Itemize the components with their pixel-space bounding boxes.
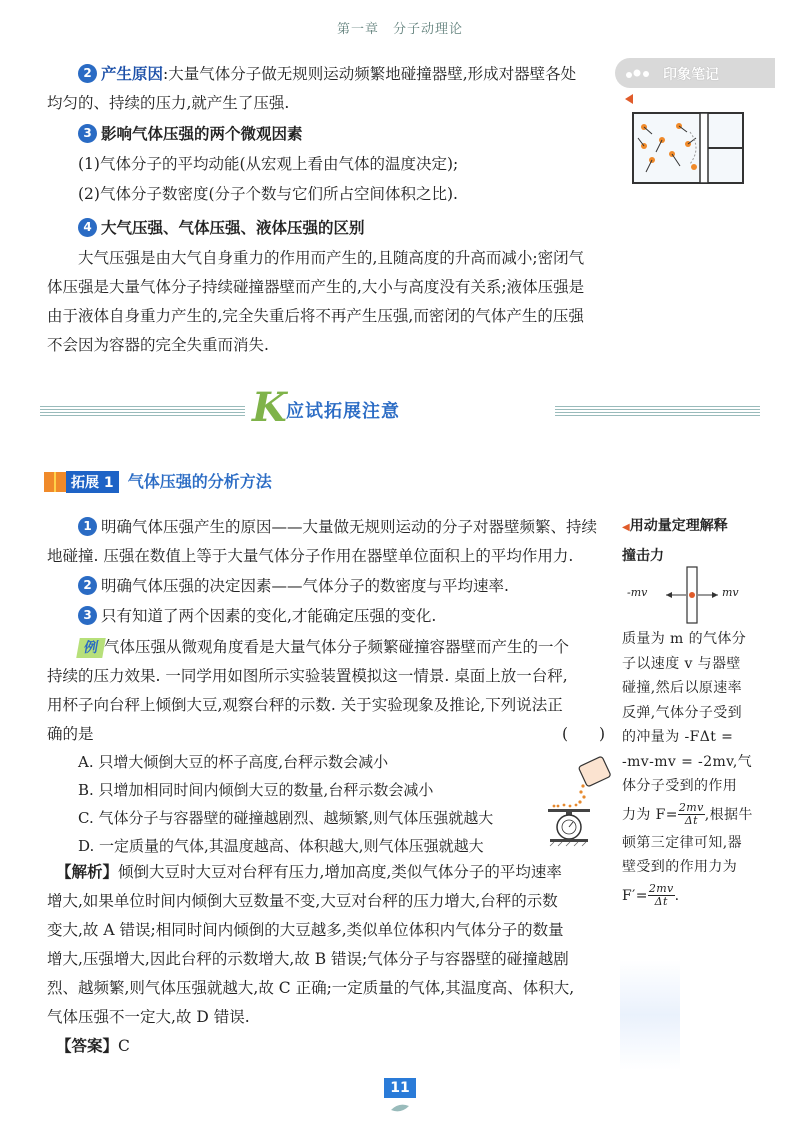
side-line: 的冲量为 -FΔt = [622, 729, 734, 745]
scale-experiment-illustration [538, 752, 616, 848]
section-title: 影响气体压强的两个微观因素 [101, 125, 303, 143]
analysis-line [56, 858, 616, 887]
right-momentum-label: mv [722, 586, 739, 599]
banner-divider-left [40, 406, 245, 418]
decorative-glow [620, 960, 680, 1070]
page-header [0, 0, 800, 46]
force-formula-line [622, 799, 787, 831]
side-line: -mv-mv = -2mv,气 [622, 753, 753, 770]
number-badge: 3 [78, 124, 97, 143]
side-note-body [622, 627, 787, 912]
final-fraction [648, 883, 675, 908]
book-icon [44, 472, 66, 492]
analysis-line: 气体压强不一定大,故 D 错误. [47, 1008, 250, 1026]
extension-badge: 拓展 1 [66, 471, 119, 493]
answer-label: 【答案】 [56, 1037, 119, 1055]
option-c[interactable]: C. 气体分子与容器壁的碰撞越剧烈、越频繁,则气体压强就越大 [78, 809, 494, 827]
point-3 [78, 602, 618, 631]
answer-value: C [118, 1037, 130, 1055]
section-factors [78, 120, 618, 149]
section-cause [78, 60, 618, 89]
force-fraction [678, 802, 705, 827]
final-suffix: . [674, 887, 680, 904]
number-badge: 4 [78, 218, 97, 237]
analysis-line: 烈、越频繁,则气体压强就越大,故 C 正确;一定质量的气体,其温度高、体积大, [47, 979, 575, 997]
final-formula-line [622, 880, 787, 912]
number-badge: 3 [78, 606, 97, 625]
option-a[interactable]: A. 只增大倾倒大豆的杯子高度,台秤示数会减小 [78, 753, 389, 771]
section-title: 产生原因 [101, 65, 164, 83]
paragraph-line: 由于液体自身重力产生的,完全失重后将不再产生压强,而密闭的气体产生的压强 [47, 307, 584, 325]
page-number: 11 [384, 1078, 416, 1098]
fraction-denominator: Δt [684, 814, 698, 827]
point-text: 明确气体压强产生的原因——大量做无规则运动的分子对器壁频繁、持续 [101, 518, 598, 536]
side-line: 体分子受到的作用 [622, 778, 738, 794]
force-suffix: ,根据牛 [704, 806, 753, 823]
number-badge: 2 [78, 64, 97, 83]
analysis-line: 增大,如果单位时间内倾倒大豆数量不变,大豆对台秤的压力增大,台秤的示数 [47, 892, 558, 910]
extension-title: 气体压强的分析方法 [127, 472, 272, 491]
example-tag: 例 [76, 638, 106, 658]
left-momentum-label: -mv [627, 586, 648, 599]
final-prefix: F′= [622, 887, 648, 904]
factor-item-2: (2)气体分子数密度(分子个数与它们所占空间体积之比). [78, 185, 458, 203]
paragraph-line: 体压强是大量气体分子持续碰撞器壁而产生的,大小与高度没有关系;液体压强是 [47, 278, 585, 296]
impression-note-label: 印象笔记 [663, 67, 719, 83]
side-line: 顿第三定律可知,器 [622, 834, 743, 851]
example-stem-line: 用杯子向台秤上倾倒大豆,观察台秤的示数. 关于实验现象及推论,下列说法正 [47, 696, 563, 714]
point-text: 明确气体压强的决定因素——气体分子的数密度与平均速率. [101, 577, 509, 595]
force-prefix: 力为 F= [622, 806, 678, 823]
fraction-numerator: 2mv [678, 801, 704, 814]
factor-item-1: (1)气体分子的平均动能(从宏观上看由气体的温度决定); [78, 155, 459, 173]
section-difference [78, 214, 618, 243]
section-text-line: 均匀的、持续的压力,就产生了压强. [47, 94, 290, 112]
side-note-impulse [622, 512, 782, 570]
number-badge: 2 [78, 576, 97, 595]
side-line: 子以速度 v 与器壁 [622, 655, 741, 672]
analysis-label: 【解析】 [56, 863, 119, 881]
chapter-title: 第一章 分子动理论 [336, 22, 463, 37]
side-line: 碰撞,然后以原速率 [622, 680, 743, 696]
gas-container-illustration [632, 112, 744, 184]
point-text-line: 地碰撞. 压强在数值上等于大量气体分子作用在器壁单位面积上的平均作用力. [47, 547, 574, 565]
answer-line [56, 1032, 130, 1061]
analysis-line: 增大,压强增大,因此台秤的示数增大,故 B 错误;气体分子与容器壁的碰撞越剧 [47, 950, 569, 968]
side-note-title: ◀用动量定理解释 [622, 518, 728, 534]
side-line: 壁受到的作用力为 [622, 859, 738, 875]
analysis-line: 变大,故 A 错误;相同时间内倾倒的大豆越多,类似单位体积内气体分子的数量 [47, 921, 564, 939]
paragraph-line: 大气压强是由大气自身重力的作用而产生的,且随高度的升高而减小;密闭气 [78, 249, 585, 267]
option-b[interactable]: B. 只增加相同时间内倾倒大豆的数量,台秤示数会减小 [78, 781, 434, 799]
decoration-icon [625, 66, 655, 80]
section-title: 大气压强、气体压强、液体压强的区别 [101, 219, 365, 237]
point-text: 只有知道了两个因素的变化,才能确定压强的变化. [101, 607, 437, 625]
banner-letter: K [252, 384, 287, 431]
point-1 [78, 513, 618, 542]
answer-blank[interactable]: ( ) [562, 725, 606, 743]
leaf-icon [389, 1102, 411, 1114]
extension-heading [44, 467, 272, 491]
fraction-numerator: 2mv [648, 882, 674, 895]
option-d[interactable]: D. 一定质量的气体,其温度越高、体积越大,则气体压强就越大 [78, 837, 484, 855]
side-note-title-2: 撞击力 [622, 548, 664, 564]
section-text: :大量气体分子做无规则运动频繁地碰撞器壁,形成对器壁各处 [163, 65, 577, 83]
paragraph-line: 不会因为容器的完全失重而消失. [47, 336, 269, 354]
banner-divider-right [555, 406, 760, 418]
example-stem-line: 持续的压力效果. 一同学用如图所示实验装置模拟这一情景. 桌面上放一台秤, [47, 667, 568, 685]
section-banner [40, 384, 760, 431]
example-stem-line: 确的是 [47, 725, 94, 743]
point-2 [78, 572, 618, 601]
side-note-title-1: 用动量定理解释 [629, 518, 728, 534]
example-text: 气体压强从微观角度看是大量气体分子频繁碰撞容器壁而产生的一个 [104, 638, 570, 656]
fraction-denominator: Δt [654, 895, 668, 908]
side-line: 反弹,气体分子受到 [622, 704, 743, 721]
banner-title-group [252, 384, 552, 431]
analysis-text: 倾倒大豆时大豆对台秤有压力,增加高度,类似气体分子的平均速率 [118, 863, 562, 881]
example-stem-line [78, 633, 618, 662]
arrow-left-icon [625, 94, 633, 104]
banner-title: 应试拓展注意 [286, 401, 400, 422]
impression-note-tag [615, 58, 775, 88]
number-badge: 1 [78, 517, 97, 536]
side-line: 质量为 m 的气体分 [622, 631, 747, 647]
